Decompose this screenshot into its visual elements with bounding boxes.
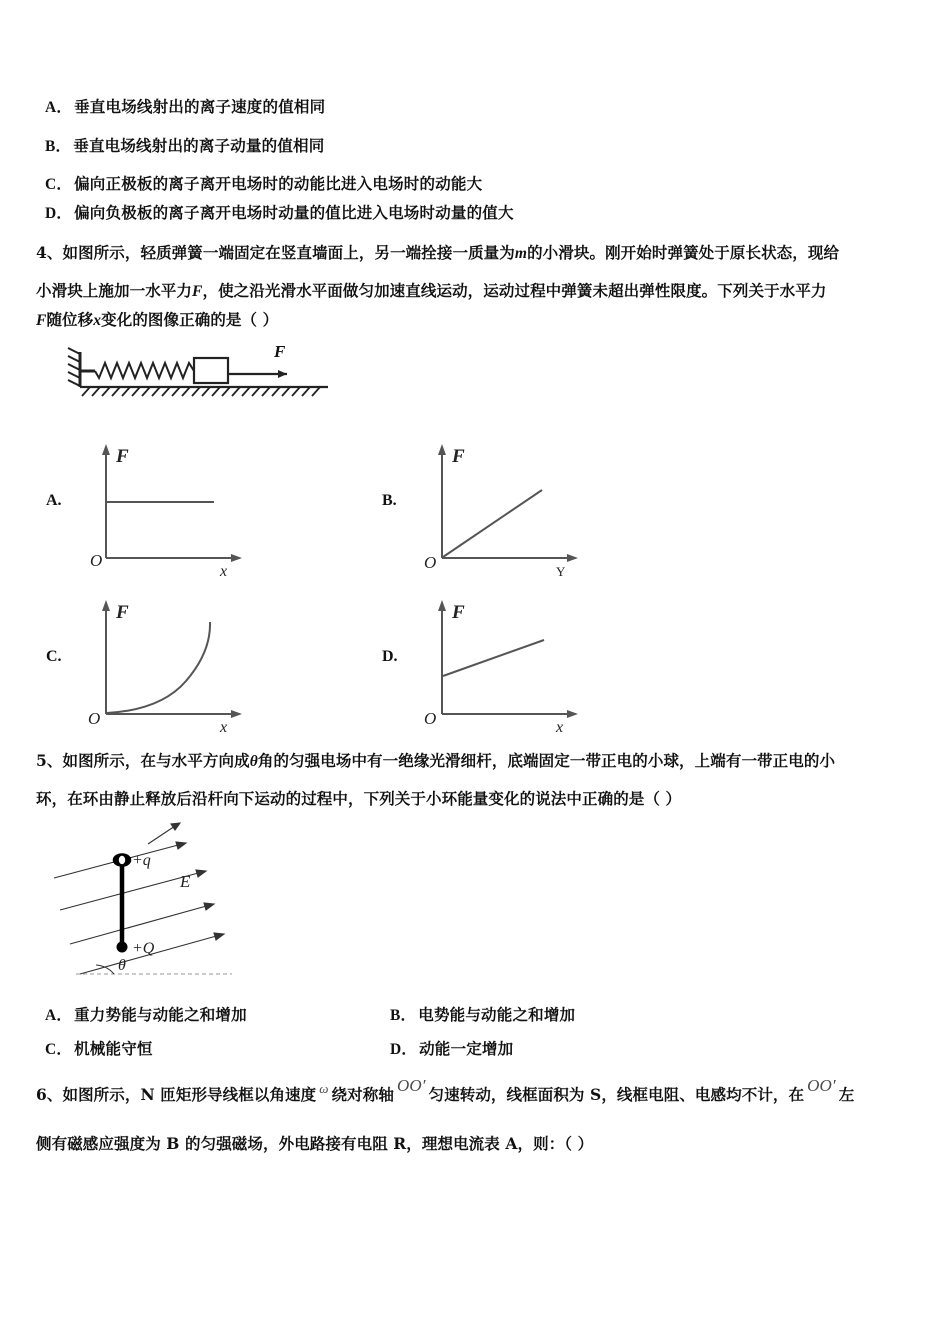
option-letter: A． bbox=[45, 99, 73, 116]
q4-text-e: 随位移 bbox=[46, 310, 94, 329]
q6-text-a: 6、如图所示，N 匝矩形导线框以角速度 bbox=[36, 1085, 317, 1104]
q4-text-c: 小滑块上施加一水平力 bbox=[36, 281, 193, 300]
graph-option-a bbox=[86, 440, 246, 580]
svg-text:O: O bbox=[90, 551, 103, 570]
graph-option-letter-b: B. bbox=[382, 492, 397, 509]
svg-text:θ: θ bbox=[118, 957, 126, 974]
question4-line1 bbox=[36, 241, 839, 263]
graph-option-d bbox=[422, 596, 582, 736]
question4-line3 bbox=[36, 308, 278, 330]
option-letter: B． bbox=[45, 138, 72, 155]
q4-var-m: m bbox=[514, 245, 528, 262]
option-row-5c bbox=[45, 1037, 153, 1059]
option-letter: C． bbox=[45, 1041, 73, 1058]
question5-line1 bbox=[36, 749, 835, 771]
option-row-3b bbox=[45, 134, 324, 156]
option-text: 重力势能与动能之和增加 bbox=[74, 1005, 247, 1024]
option-letter: C． bbox=[45, 176, 73, 193]
q5-text-b: 角的匀强电场中有一绝缘光滑细杆，底端固定一带正电的小球，上端有一带正电的小 bbox=[257, 751, 836, 770]
svg-text:O: O bbox=[88, 709, 101, 728]
graph-option-letter-c: C. bbox=[46, 648, 62, 665]
q6-text-c: 匀速转动，线框面积为 S，线框电阻、电感均不计，在 bbox=[428, 1085, 805, 1104]
question6-line2: 侧有磁感应强度为 B 的匀强磁场，外电路接有电阻 R，理想电流表 A，则：（ ） bbox=[36, 1134, 594, 1153]
q6-axis-label-2: OO′ bbox=[807, 1076, 836, 1095]
question5-line2: 环，在环由静止释放后沿杆向下运动的过程中，下列关于小环能量变化的说法中正确的是（ ） bbox=[36, 789, 682, 808]
q5-text-a: 5、如图所示，在与水平方向成 bbox=[36, 751, 250, 770]
inclined-field-rod-diagram bbox=[52, 822, 342, 997]
svg-text:F: F bbox=[452, 602, 465, 623]
q4-text-f: 变化的图像正确的是（ ） bbox=[101, 310, 279, 329]
q5-theta: θ bbox=[249, 753, 258, 770]
graph-option-letter-a: A. bbox=[46, 492, 62, 509]
option-letter: A． bbox=[45, 1007, 73, 1024]
svg-text:O: O bbox=[424, 709, 437, 728]
svg-text:F: F bbox=[116, 602, 129, 623]
option-row-3d bbox=[45, 201, 514, 223]
option-letter: B． bbox=[390, 1007, 417, 1024]
graph-option-b bbox=[422, 440, 582, 579]
option-text: 偏向正极板的离子离开电场时的动能比进入电场时的动能大 bbox=[74, 174, 483, 193]
question6-line1 bbox=[36, 1076, 855, 1105]
svg-text:+Q: +Q bbox=[132, 940, 155, 957]
svg-text:F: F bbox=[116, 446, 129, 467]
option-letter: D． bbox=[390, 1041, 418, 1058]
option-text: 动能一定增加 bbox=[419, 1039, 514, 1058]
graph-option-letter-d: D. bbox=[382, 648, 398, 665]
option-row-5a bbox=[45, 1003, 247, 1025]
q4-var-F2: F bbox=[36, 312, 47, 329]
option-row-3c bbox=[45, 172, 482, 194]
option-text: 电势能与动能之和增加 bbox=[418, 1005, 576, 1024]
option-text: 偏向负极板的离子离开电场时动量的值比进入电场时动量的值大 bbox=[74, 203, 514, 222]
q6-axis-label-1: OO′ bbox=[396, 1076, 426, 1095]
option-text: 机械能守恒 bbox=[74, 1039, 153, 1058]
option-text: 垂直电场线射出的离子动量的值相同 bbox=[73, 136, 325, 155]
option-row-5b bbox=[390, 1003, 575, 1025]
svg-text:x: x bbox=[220, 563, 228, 580]
q4-text-b: 的小滑块。刚开始时弹簧处于原长状态，现给 bbox=[527, 243, 840, 262]
svg-text:F: F bbox=[452, 446, 465, 467]
svg-text:E: E bbox=[180, 872, 191, 891]
spring-force-label: F bbox=[274, 342, 286, 361]
svg-text:x: x bbox=[220, 719, 228, 736]
q4-var-x: x bbox=[93, 312, 102, 329]
spring-block-diagram bbox=[42, 344, 332, 404]
q4-var-F: F bbox=[192, 283, 203, 300]
question4-line2 bbox=[36, 279, 826, 301]
q6-text-b: 绕对称轴 bbox=[331, 1085, 394, 1104]
svg-text:Y: Y bbox=[556, 564, 566, 579]
svg-text:+q: +q bbox=[132, 852, 151, 869]
option-row-5d bbox=[390, 1037, 513, 1059]
option-text: 垂直电场线射出的离子速度的值相同 bbox=[74, 97, 326, 116]
svg-text:O: O bbox=[424, 553, 437, 572]
svg-text:x: x bbox=[556, 719, 564, 736]
graph-option-c bbox=[86, 596, 246, 736]
q4-text-d: ，使之沿光滑水平面做匀加速直线运动，运动过程中弹簧未超出弹性限度。下列关于水平力 bbox=[202, 281, 827, 300]
option-letter: D． bbox=[45, 205, 73, 222]
q6-text-d: 左 bbox=[838, 1085, 855, 1104]
option-row-3a bbox=[45, 95, 325, 117]
q6-omega: ω bbox=[319, 1081, 329, 1096]
q4-text-a: 4、如图所示，轻质弹簧一端固定在竖直墙面上，另一端拴接一质量为 bbox=[36, 243, 515, 262]
